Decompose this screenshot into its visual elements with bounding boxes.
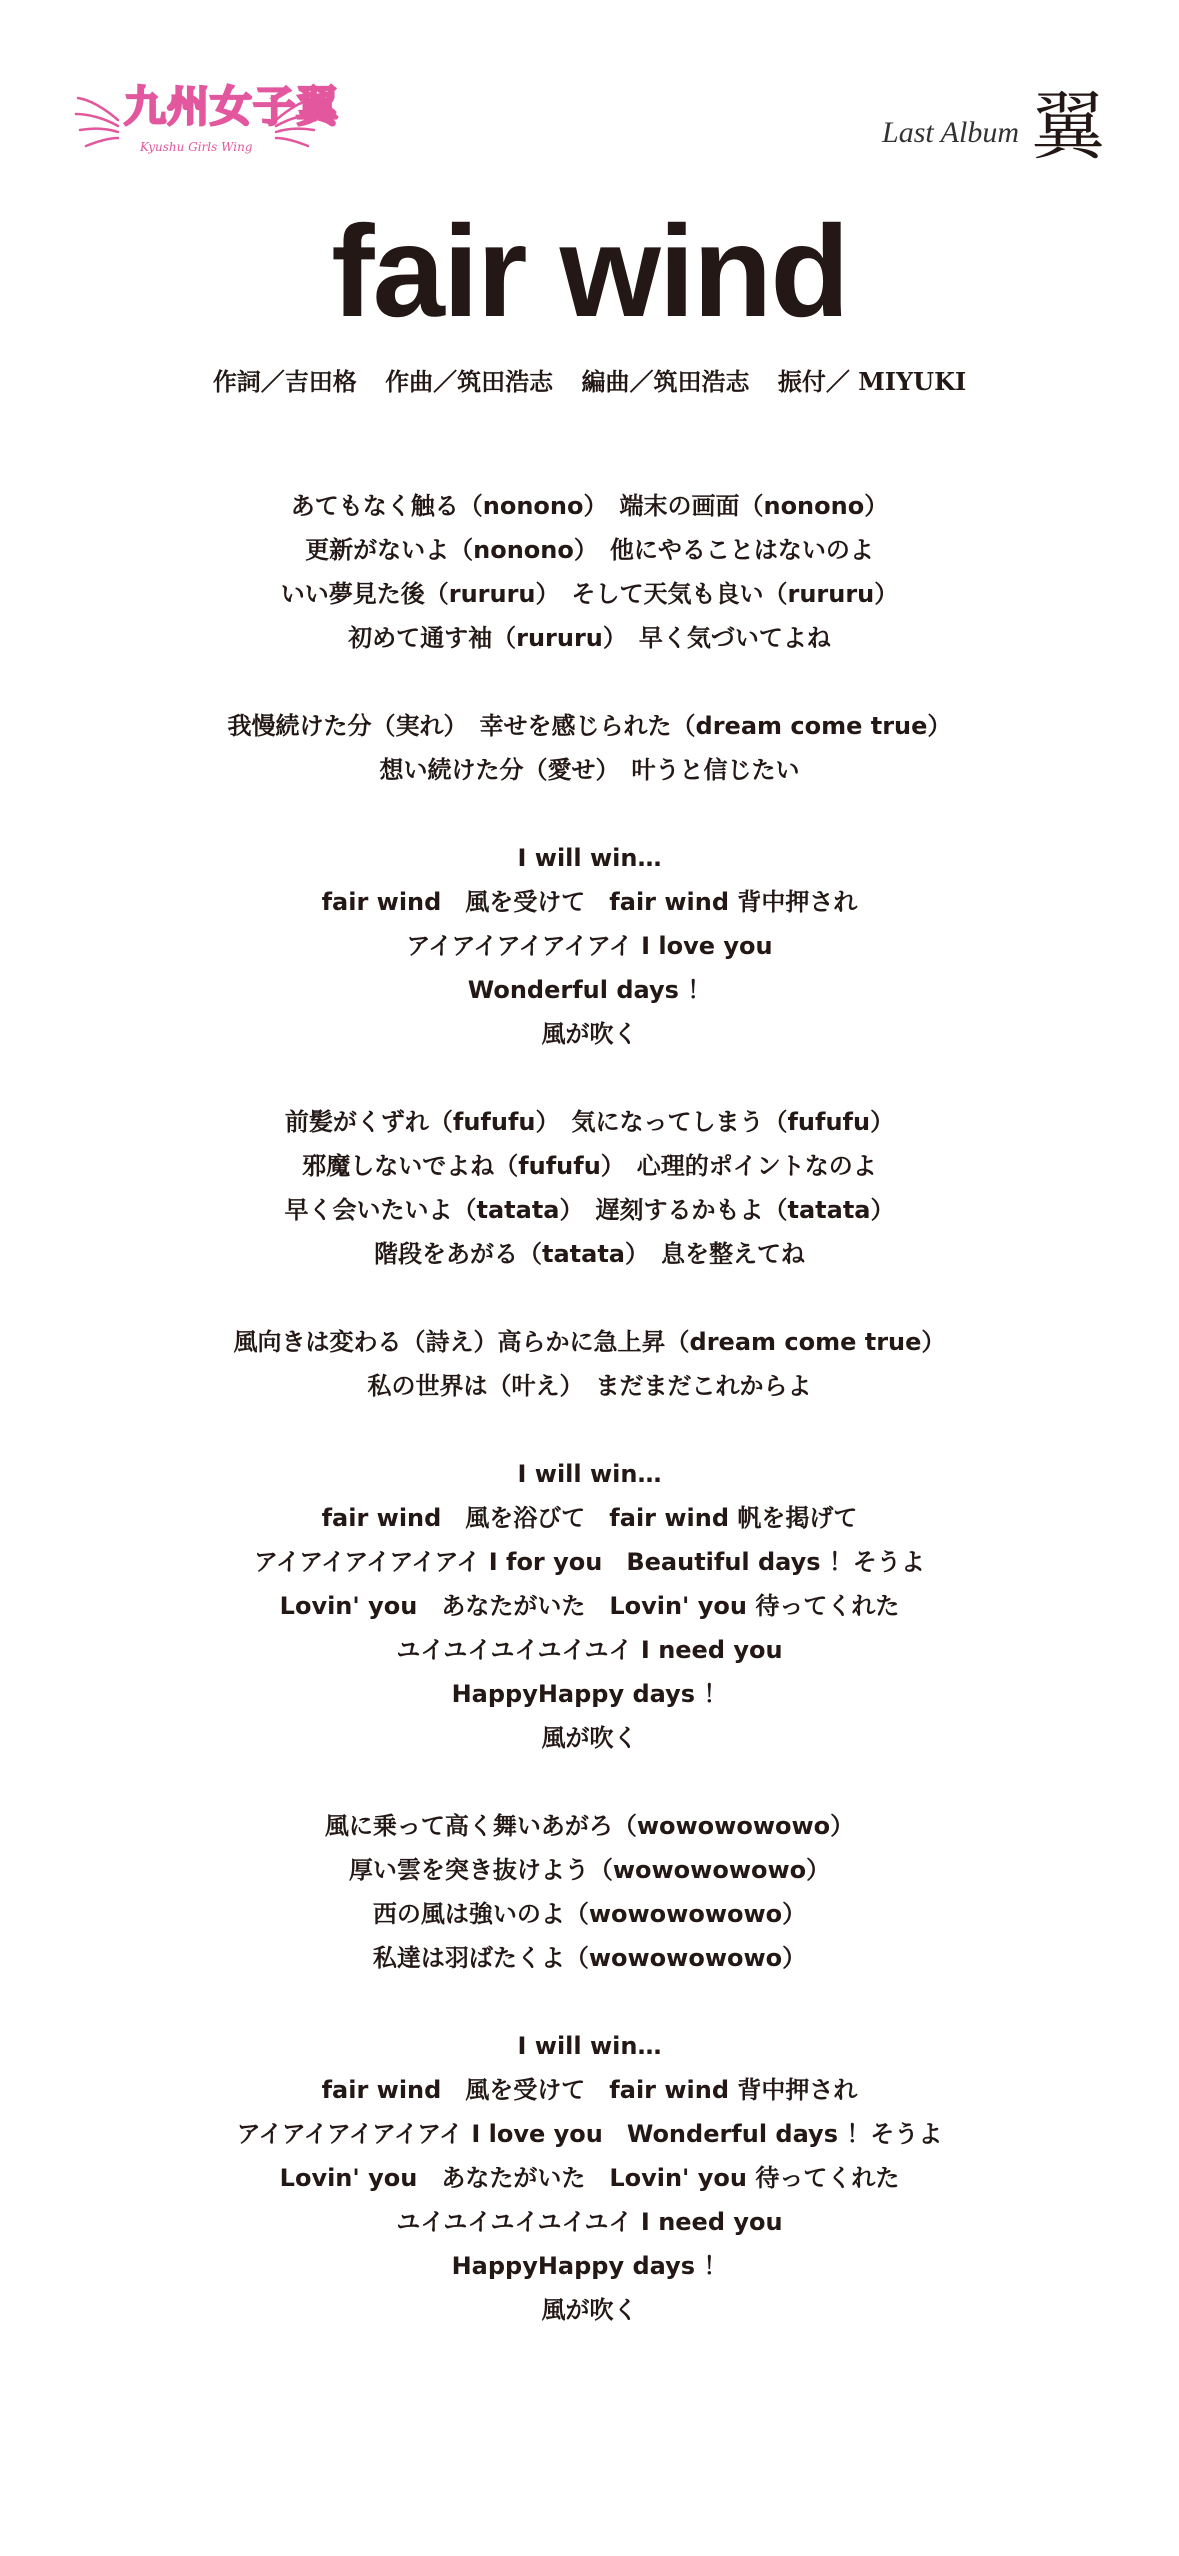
lyric-line: ユイユイユイユイユイ I need you [396,1636,783,1664]
prechorus-2 [0,1320,1179,1408]
credit-music: 作曲／筑田浩志 [385,367,554,396]
credit-arrangement: 編曲／筑田浩志 [581,367,750,396]
lyric-line: I will win… [517,1460,662,1488]
lyric-line: アイアイアイアイアイ I love you Wonderful days ！そうよ [236,2120,943,2148]
bridge [0,1804,1179,1980]
lyric-line: 風が吹く [541,2296,638,2324]
lyric-line: ユイユイユイユイユイ I need you [396,2208,783,2236]
verse-2 [0,1100,1179,1276]
credit-choreography: 振付／ MIYUKI [777,367,967,396]
lyric-line: 階段をあがる（tatata） 息を整えてね [373,1240,805,1268]
logo-subtitle: Kyushu Girls Wing [140,140,253,154]
lyric-line: アイアイアイアイアイ I love you [406,932,773,960]
lyric-line: あてもなく触る（nonono） 端末の画面（nonono） [290,492,889,520]
lyric-line: Wonderful days ！ [467,976,712,1004]
lyric-line: 私の世界は（叶え） まだまだこれからよ [367,1372,812,1400]
lyric-line: Lovin' you あなたがいた Lovin' you 待ってくれた [279,1592,900,1620]
chorus-1 [0,836,1179,1056]
album-title: 翼 [1031,84,1105,170]
prechorus-1 [0,704,1179,792]
lyric-line: 更新がないよ（nonono） 他にやることはないのよ [305,536,874,564]
lyric-line: fair wind 風を受けて fair wind 背中押され [321,888,858,916]
lyric-line: I will win… [517,2032,662,2060]
lyric-line: 厚い雲を突き抜けよう（wowowowowo） [348,1856,831,1884]
lyric-line: 前髪がくずれ（fufufu） 気になってしまう（fufufu） [284,1108,895,1136]
lyric-line: HappyHappy days ！ [451,2252,728,2280]
verse-1 [0,484,1179,660]
lyric-line: 想い続けた分（愛せ） 叶うと信じたい [379,756,800,784]
logo-kanji: 九州女子翼 [124,82,340,131]
lyric-line: アイアイアイアイアイ I for you Beautiful days ！そうよ [254,1548,925,1576]
lyrics [0,484,1179,2332]
lyric-line: 我慢続けた分（実れ） 幸せを感じられた（dream come true） [227,712,952,740]
credit-lyrics: 作詞／吉田格 [212,367,357,396]
group-logo [74,80,340,164]
lyric-line: 西の風は強いのよ（wowowowowo） [372,1900,807,1928]
lyric-line: I will win… [517,844,662,872]
lyric-line: HappyHappy days ！ [451,1680,728,1708]
lyric-line: fair wind 風を受けて fair wind 背中押され [321,2076,858,2104]
album-heading [882,74,1105,170]
lyric-line: 邪魔しないでよね（fufufu） 心理的ポイントなのよ [302,1152,877,1180]
lyric-line: 風が吹く [541,1724,638,1752]
lyric-line: 初めて通す袖（rururu） 早く気づいてよね [348,624,831,652]
lyric-line: いい夢見た後（rururu） そして天気も良い（rururu） [280,580,899,608]
lyric-line: 風に乗って高く舞いあがろ（wowowowowo） [324,1812,855,1840]
lyric-line: Lovin' you あなたがいた Lovin' you 待ってくれた [279,2164,900,2192]
lyric-line: 風が吹く [541,1020,638,1048]
lyric-line: 風向きは変わる（詩え）高らかに急上昇（dream come true） [233,1328,946,1356]
lyric-line: 早く会いたいよ（tatata） 遅刻するかもよ（tatata） [284,1196,895,1224]
credits [0,362,1179,397]
chorus-2 [0,1452,1179,1760]
lyric-line: fair wind 風を浴びて fair wind 帆を掲げて [321,1504,858,1532]
chorus-3 [0,2024,1179,2332]
lyric-line: 私達は羽ばたくよ（wowowowowo） [372,1944,807,1972]
song-title: fair wind [331,198,848,344]
album-label: Last Album [882,116,1019,149]
